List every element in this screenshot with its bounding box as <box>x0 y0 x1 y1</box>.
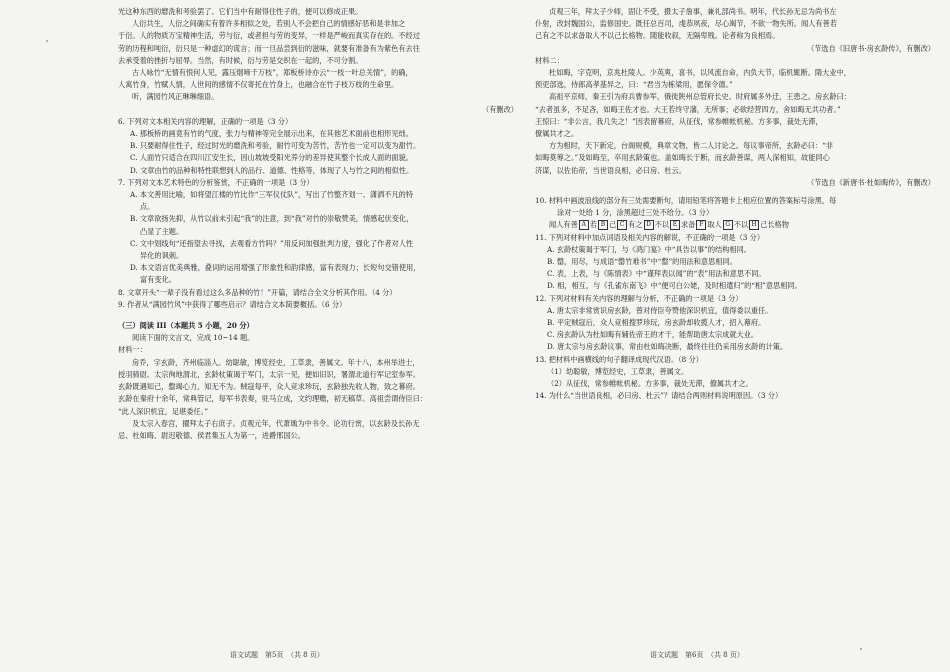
q10-answer-box[interactable]: G <box>723 220 733 230</box>
left-footer: 语文试题 第5页 （共 8 页） <box>230 651 324 659</box>
left-text-line: A. 本文善用比喻，如将望江楼的竹比作“三军仪仗队”，写出了竹整齐划一、潇洒不凡的特 <box>130 190 414 200</box>
right-text-line: 济谋，以佐佑帝，当世语良相，必曰房、杜云。 <box>535 165 686 175</box>
right-text-line: 预吏部选，侍郎高孝基异之，曰：“君当为栋梁用，愿保令德。” <box>535 80 733 90</box>
right-passage <box>535 6 935 189</box>
left-text-line: 去承受着的挫折与屈辱。当然，有时候，衍与劳是交织在一起的，不可分割。 <box>118 55 363 65</box>
classical-text-line: 玄龄在秦府十余年，常典管记，每军书表奏，驻马立成，文约理赡，初无稿草。高祖尝谓侍臣曰： <box>118 394 428 404</box>
question-text-line: 13. 把材料中画横线的句子翻译成现代汉语。（8 分） <box>535 354 703 364</box>
q10-answer-box[interactable]: A <box>579 220 589 230</box>
question-text-line: 14. 为什么“当世语良相，必曰房、杜云”？请结合两则材料说明原因。（3 分） <box>535 391 783 401</box>
right-text-line: 如晦莫筹之。”及如晦至，卒用玄龄策也。盖如晦长于断，而玄龄善谋，两人深相知，故能同心 <box>535 153 830 163</box>
question-text-line: C. 表，上表，与《陈情表》中“谨拜表以闻”的“表”用法和意思不同。 <box>547 269 766 279</box>
classical-text-line: 阅读下面的文言文，完成 10~14 题。 <box>132 333 255 343</box>
q10-answer-box[interactable]: H <box>749 220 759 230</box>
classical-text-line: 授羽骑尉。太宗徇地渭北，玄龄杖策谒于军门，太宗一见，便如旧识，署渭北道行军记室参军。 <box>118 369 420 379</box>
classical-text-line: 忌、杜如晦、尉迟敬德、侯君集五人为第一，进爵邢国公。 <box>118 430 305 440</box>
q10-segment: 不以 <box>654 220 669 230</box>
classical-text-line: 房乔，字玄龄，齐州临淄人。幼聪敏，博览经史，工草隶，善属文。年十八，本州举进士， <box>132 357 420 367</box>
q10-segment: 取人 <box>707 220 722 230</box>
q10-answer-box[interactable]: C <box>617 220 627 230</box>
right-text-line: 方为相时，天下新定，台阁规模，典章文物，皆二人讨论之。每议事帝所，玄龄必曰：“非 <box>549 141 833 151</box>
left-passage <box>118 6 518 311</box>
question-text-line: A. 玄龄杖策谒于军门，与《鸿门宴》中“具告以事”的结构相同。 <box>547 244 751 254</box>
q10-segment: 闻人有善 <box>549 220 578 230</box>
left-text-line: 8. 文章开头“一辈子没有看过这么多品种的竹！”开篇，请结合全文分析其作用。（4 分） <box>118 287 397 297</box>
left-text-line: D. 文章由竹的品种和特性联想到人的品行、道德、性格等，体现了人与竹之间的相似性。 <box>130 165 414 175</box>
q10-text-line: 涂对一处给 1 分，涂黑超过三处不给分。（3 分） <box>557 208 714 218</box>
left-text-line: 人寓竹身，竹赋人情，人世间的感情不仅寄托在竹身上，也融合在竹子枝万枝的生命里。 <box>118 80 399 90</box>
q10-answer-box[interactable]: F <box>696 220 706 230</box>
q10-segment: 己长格物 <box>760 220 789 230</box>
left-text-line: A. 那板桥的画竟有竹的气度，张力与精神等完全展示出来，在其他艺术面前也相形见绌。 <box>130 129 413 139</box>
left-text-line: 点。 <box>140 202 155 212</box>
left-text-line: 光这种东西的磨洗和考验罢了。它们当中有耐得住性子的，便可以修成正果。 <box>118 7 363 16</box>
right-text-line: 仆射，改封魏国公，监修国史。既任总百司，虔恭夙夜，尽心竭节，不欲一物失所。闻人有善若 <box>535 19 837 29</box>
q10-answer-box[interactable]: E <box>670 220 680 230</box>
right-footer: 语文试题 第6页 （共 8 页） <box>650 651 744 659</box>
right-page <box>535 6 935 634</box>
question-text-line: B. 罄，用尽，与成语“罄竹难书”中“罄”的用法和意思相同。 <box>547 257 737 267</box>
right-text-line: （节选自《新唐书·杜如晦传》，有删改） <box>806 177 935 187</box>
right-text-line: 己有之不以求备取人不以己长格物。随能收叙，无隔卑贱。论者称为良相焉。 <box>535 31 780 41</box>
questions-11-14 <box>535 232 935 403</box>
right-text-line: 高祖平京师，秦王引为府兵曹参军，俄徙陕州总管府长史。时府属多外迁，王患之。房玄龄曰： <box>549 92 851 102</box>
q10-answer-box[interactable]: B <box>598 220 608 230</box>
left-text-line: 人衍共生，人衍之间确实有着许多相似之处，若别人不会把自己的情感好恶和是非加之 <box>132 19 406 29</box>
left-text-line: C. 文中划线句“还指望去寻找，去观看方竹吗？”用反问加强批判力度，强化了作者对人性 <box>130 238 414 248</box>
left-text-line: 9. 作者从“满园竹风”中获得了哪些启示？请结合文本简要概括。（6 分） <box>118 299 347 309</box>
right-text-line: 王惊曰：“非公言，我几失之！”因表留幕府，从征伐，常参帷帐机秘。方多事，裁处无滞， <box>535 116 823 126</box>
left-text-line: 古人咏竹“无情有恨何人见，露压烟啼千万枝”，郑板桥诗亦云“一枝一叶总关情”，的确， <box>132 68 413 78</box>
left-text-line: D. 本文语言优美典雅，叠词的运用增强了形象性和韵律感，富有表现力；长短句交错使用， <box>130 263 421 273</box>
question-text-line: C. 房玄龄认为杜如晦有辅佐帝王的才干，能帮助唐太宗成就大业。 <box>547 330 759 340</box>
left-text-line: 听，满园竹风正琳琳细语。 <box>132 92 219 102</box>
right-text-line: 贞观三年，拜太子少师，固让不受，摄太子詹事，兼礼部尚书。明年，代长孙无忌为尚书左 <box>549 7 837 16</box>
right-text-line: 僚属共才之。 <box>535 129 579 139</box>
section-title: （三）阅读 III（本题共 5 小题，20 分） <box>118 321 254 331</box>
classical-text-line: “此人深识机宜，足堪委任。” <box>118 406 209 416</box>
classical-text-line: 及太宗入春宫，擢拜太子右庶子。贞观元年，代萧瑀为中书令。论功行赏，以玄龄及长孙无 <box>132 418 420 428</box>
q10-answer-box[interactable]: D <box>644 220 654 230</box>
speck <box>860 648 862 650</box>
question-text-line: （1）幼聪敏，博览经史，工草隶，善属文。 <box>547 366 689 376</box>
left-text-line: 6. 下列对文本相关内容的理解，正确的一项是（3 分） <box>118 116 293 126</box>
question-text-line: D. 相，相互，与《孔雀东南飞》中“便可白公姥，及时相遣归”的“相”意思相同。 <box>547 281 802 291</box>
left-text-line: 凸显了主题。 <box>140 226 184 236</box>
left-text-line: B. 只要耐得住性子，经过时光的磨洗和考验，耐竹可变为苦竹，苦竹也一定可以变为甜竹。 <box>130 141 421 151</box>
left-text-line: （有删改） <box>482 104 518 114</box>
classical-text-line: 材料一： <box>118 345 147 355</box>
q10-segment: 有之 <box>628 220 643 230</box>
q10-segment: 己 <box>608 220 617 230</box>
question-text-line: B. 平定贼寇后，众人竞相搜罗珍玩，房玄龄却收揽人才，招入幕府。 <box>547 318 766 328</box>
left-page <box>118 6 518 634</box>
right-text-line: 材料二： <box>535 55 564 65</box>
right-text-line: “去者虽多，不足吝，如晦王佐才也。大王若终守藩，无所事；必欲经营四方，舍如晦无共功者。” <box>535 104 841 114</box>
left-text-line: 富有变化。 <box>140 275 176 285</box>
right-text-line: 杜如晦，字克明，京兆杜陵人。少英爽，喜书，以风流自命，内负大节，临机辄断。隋大业中， <box>549 68 851 78</box>
left-text-line: 劳的历程和吨衍，衍只是一种虚幻的谎言；而一旦品尝到衍的滋味，就要有准备有为紫色有去往 <box>118 43 420 53</box>
question-text-line: D. 唐太宗与房玄龄议事，常由杜如晦决断，最终往往仍采用房玄龄的计策。 <box>547 342 788 352</box>
left-text-line: 异化的讽刺。 <box>140 251 184 261</box>
q10-sentence <box>535 219 935 231</box>
q10-segment: 若 <box>589 220 597 230</box>
question-text-line: 11. 下列对材料中加点词语及相关内容的解说，不正确的一项是（3 分） <box>535 232 765 242</box>
left-text-line: 7. 下列对文本艺术特色的分析鉴赏，不正确的一项是（3 分） <box>118 177 314 187</box>
speck <box>46 40 48 42</box>
classical-passage <box>118 332 518 442</box>
right-text-line: （节选自《旧唐书·房玄龄传》，有删改） <box>806 43 935 53</box>
question-10 <box>535 195 935 219</box>
left-text-line: C. 人面竹只适合在四川江安生长，因山坡坡受阳光养分的差异使其整个长成人面的面貌。 <box>130 153 413 163</box>
question-text-line: （2）从征伐，常参帷帐机秘。方多事，裁处无滞，僚属共才之。 <box>547 379 753 389</box>
question-text-line: 12. 下列对材料有关内容的理解与分析，不正确的一项是（3 分） <box>535 293 743 303</box>
q10-segment: 求备 <box>680 220 696 230</box>
classical-text-line: 玄龄既遇知己，罄竭心力，知无不为。贼寇每平，众人竞求珍玩，玄龄独先收人物，致之幕府。 <box>118 382 420 392</box>
question-text-line: A. 唐太宗非常赏识房玄龄，曾对侍臣夸赞他深识机宜，值得委以重任。 <box>547 305 773 315</box>
q10-segment: 不以 <box>733 220 749 230</box>
left-text-line: B. 文章欲扬先抑，从竹以前未引起“我”的注意，到“我”对竹的崇敬赞美，情感起伏变化， <box>130 214 414 224</box>
left-text-line: 于衍。人的物质万宝精神生活，劳与衍，或者担与劳的变异，一样是严峻而真实存在的。不经过 <box>118 31 420 41</box>
q10-text-line: 10. 材料中画波浪线的部分有三处需要断句，请用铅笔将答题卡上相应位置的答案标号涂黑，每 <box>535 196 837 206</box>
